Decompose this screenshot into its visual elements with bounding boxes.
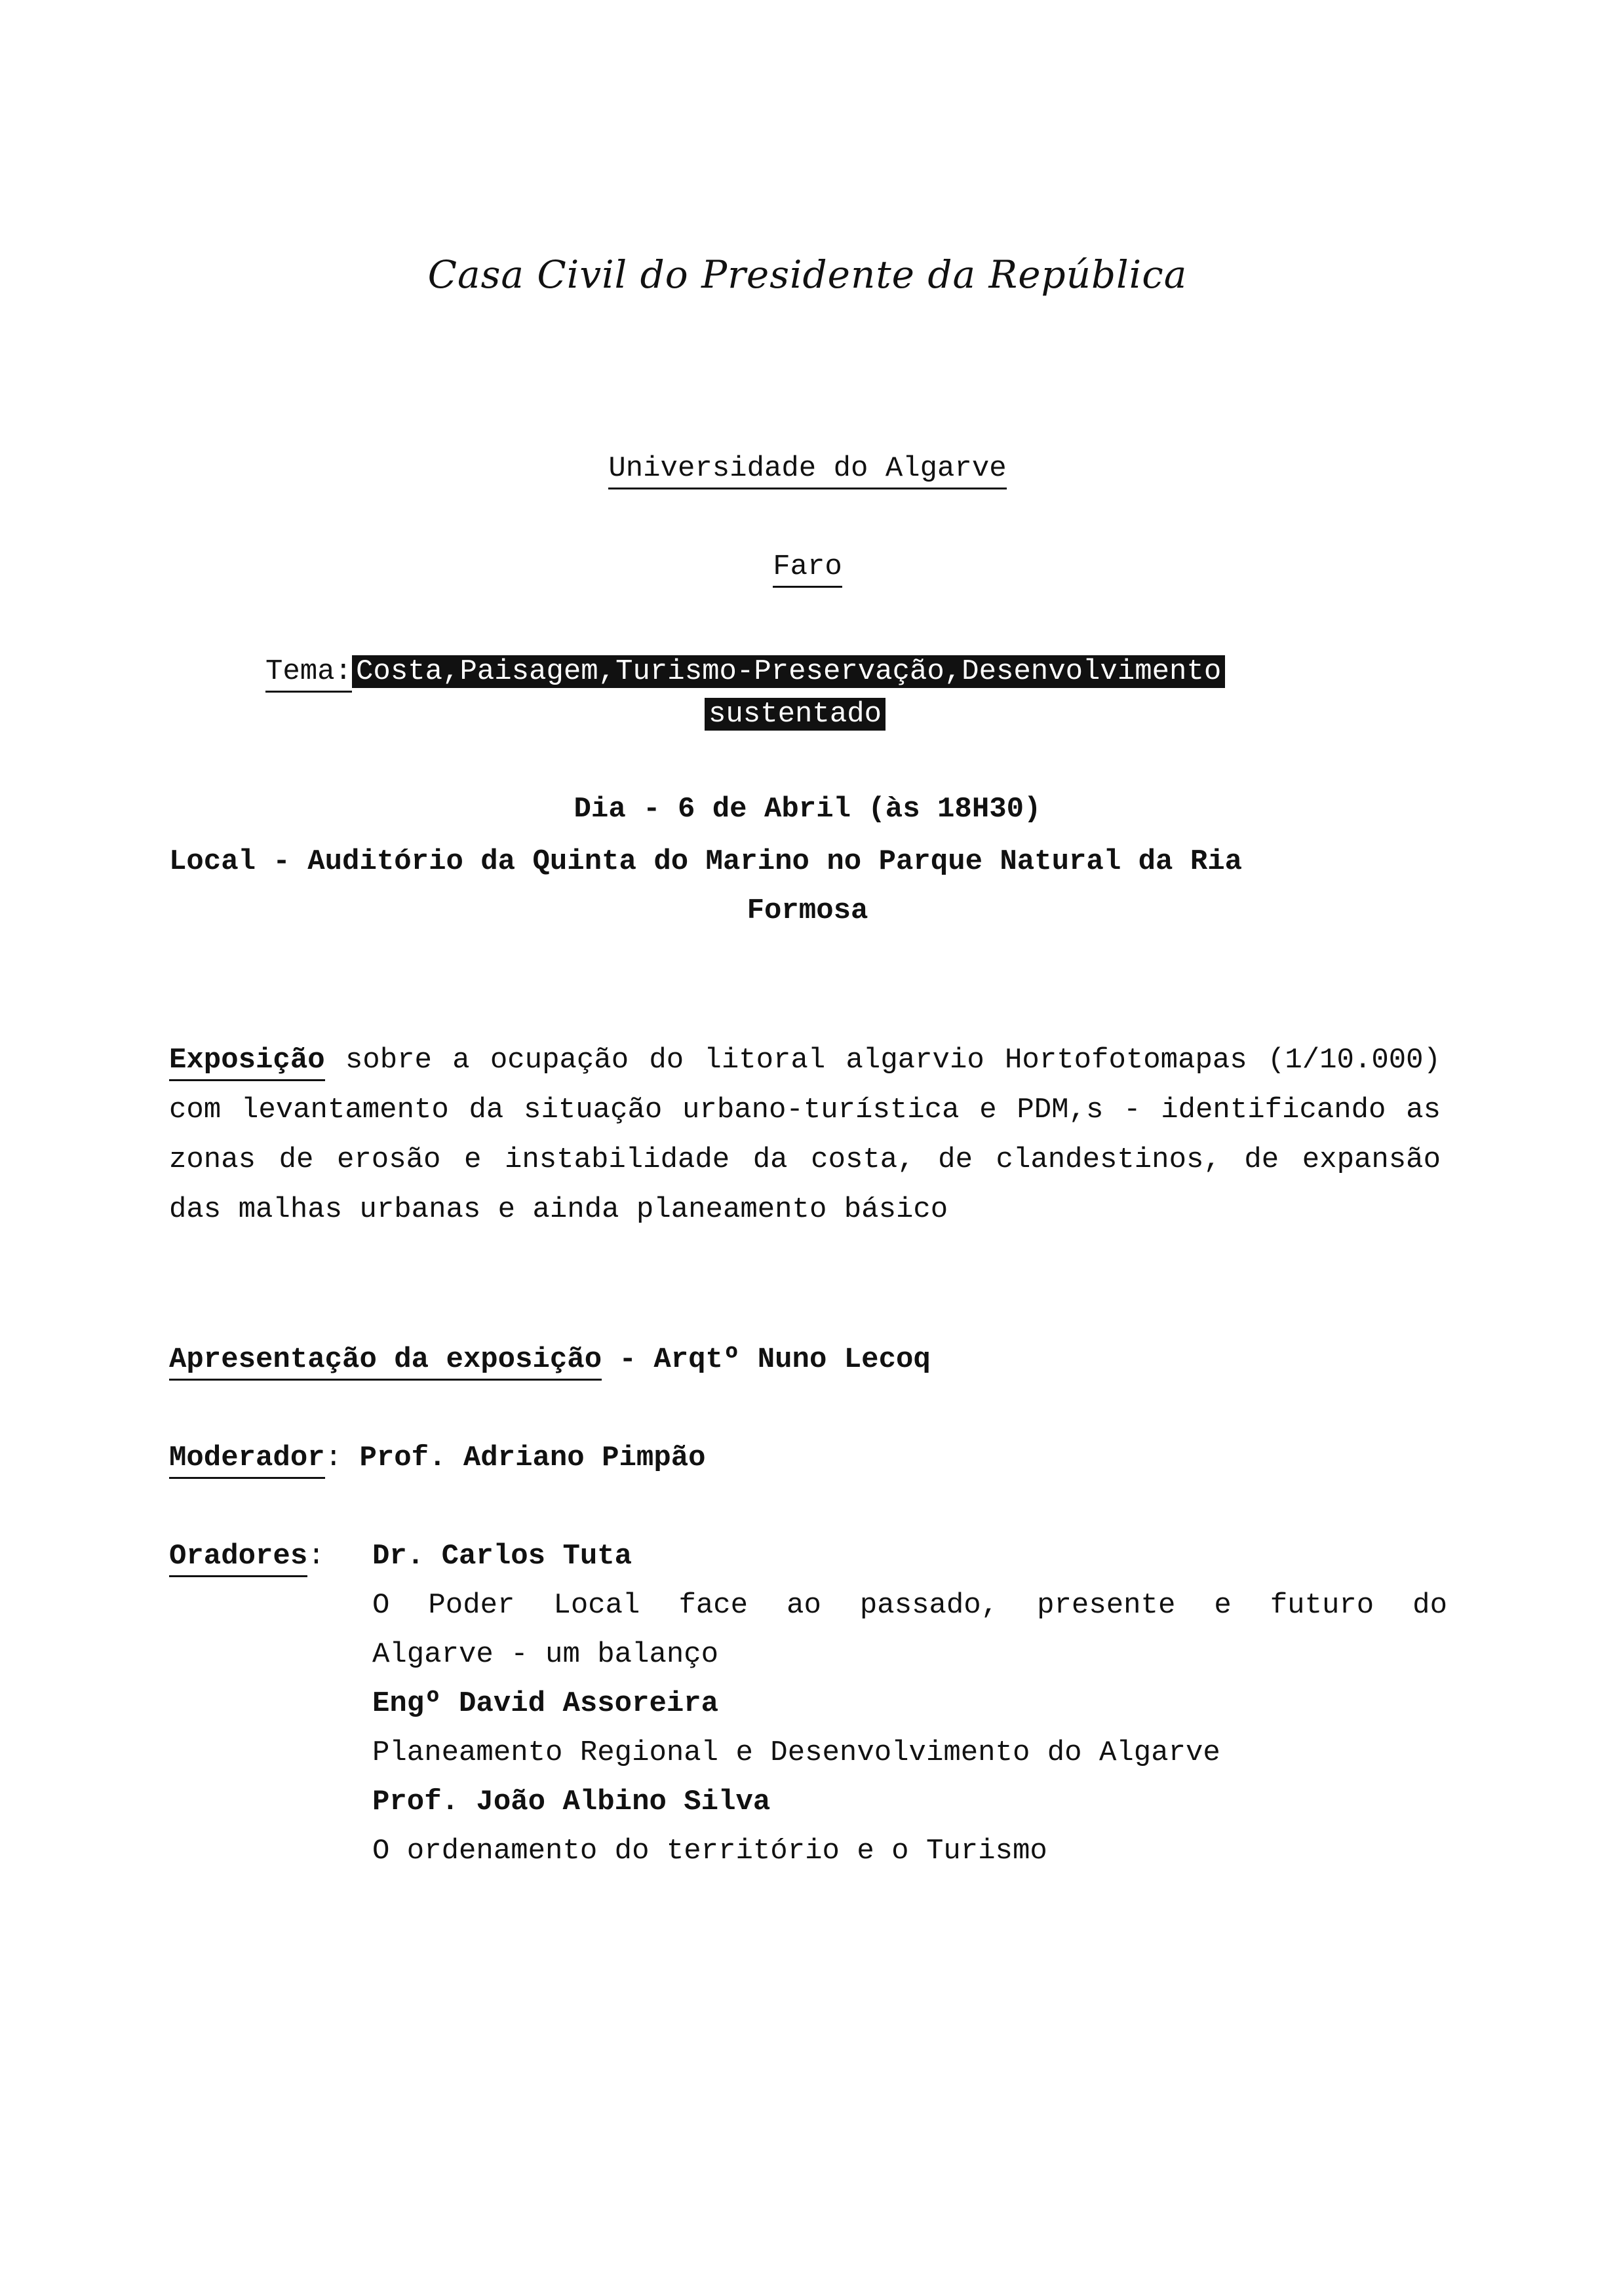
speaker-1-topic-line1: O Poder Local face ao passado, presente e futuro do (372, 1589, 1447, 1622)
event-local-line2: Formosa (747, 894, 868, 927)
tema-line-1 (265, 655, 1225, 688)
institution-name: Universidade do Algarve (608, 452, 1006, 489)
tema-label: Tema: (265, 655, 352, 693)
speaker-1-name: Dr. Carlos Tuta (372, 1540, 632, 1573)
speaker-1-topic-line2: Algarve - um balanço (372, 1638, 719, 1671)
speaker-2-name: Engº David Assoreira (372, 1687, 719, 1720)
oradores-label: Oradores (169, 1540, 307, 1577)
tema-value-line1: Costa,Paisagem,Turismo-Preservação,Desenvolvimento (352, 655, 1225, 688)
speaker-3-topic-line1: O ordenamento do território e o Turismo (372, 1835, 1047, 1867)
letterhead: Casa Civil do Presidente da República (427, 252, 1188, 297)
oradores-heading (169, 1540, 325, 1573)
tema-line-2 (705, 698, 885, 731)
moderador-value: Prof. Adriano Pimpão (342, 1442, 706, 1474)
exposicao-paragraph (169, 1035, 1441, 1234)
oradores-colon: : (307, 1540, 325, 1573)
tema-value-line2: sustentado (705, 698, 885, 731)
moderador-colon: : (324, 1442, 343, 1474)
moderador-label: Moderador (169, 1442, 325, 1479)
speaker-2-topic-line1: Planeamento Regional e Desenvolvimento do Algarve (372, 1736, 1220, 1769)
moderador-line (169, 1442, 706, 1474)
institution-title (0, 452, 1615, 485)
apresentacao-value: - Arqtº Nuno Lecoq (602, 1343, 931, 1376)
city-title (0, 550, 1615, 583)
speaker-3-name: Prof. João Albino Silva (372, 1786, 771, 1818)
apresentacao-label: Apresentação da exposição (169, 1343, 602, 1381)
apresentacao-line (169, 1343, 931, 1376)
city-name: Faro (773, 550, 842, 588)
exposicao-text: sobre a ocupação do litoral algarvio Hortofotomapas (1/10.000) com levantamento da situação urbano-turística e PDM,s - identificando as zonas de erosão e instabilidade da costa, de clandestinos, de expansão das malhas urbanas e ainda planeamento básico (169, 1044, 1441, 1226)
event-local-line1: Local - Auditório da Quinta do Marino no Parque Natural da Ria (169, 845, 1243, 878)
exposicao-label: Exposição (169, 1044, 325, 1081)
event-date: Dia - 6 de Abril (às 18H30) (574, 793, 1041, 826)
